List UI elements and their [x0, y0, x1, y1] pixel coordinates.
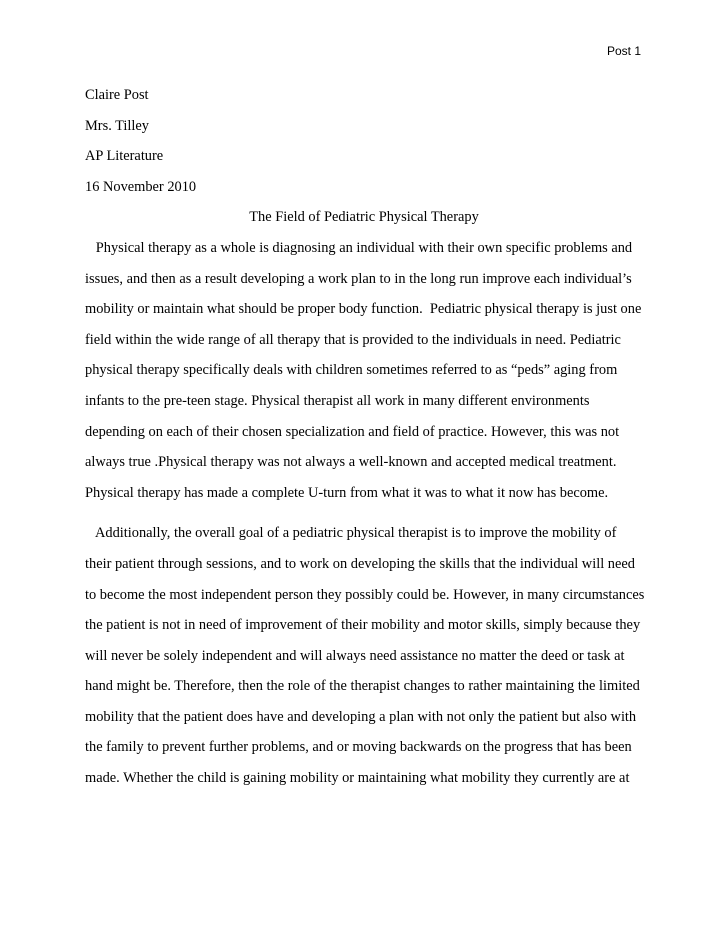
paragraph-line: always true .Physical therapy was not always a well-known and accepted medical treatment. [85, 454, 617, 471]
paragraph-line: Additionally, the overall goal of a pediatric physical therapist is to improve the mobility of [85, 525, 617, 542]
paragraph-line: mobility that the patient does have and developing a plan with not only the patient but also with [85, 708, 637, 725]
paragraph-2 [85, 518, 643, 793]
paragraph-line: will never be solely independent and will always need assistance no matter the deed or task at [85, 647, 625, 664]
essay-date: 16 November 2010 [85, 178, 197, 195]
paragraph-line: issues, and then as a result developing a work plan to in the long run improve each individual’s [85, 270, 632, 287]
teacher-name: Mrs. Tilley [85, 117, 149, 134]
paragraph-line: to become the most independent person they possibly could be. However, in many circumstances [85, 586, 645, 603]
paragraph-line: field within the wide range of all therapy that is provided to the individuals in need. Pediatric [85, 331, 621, 348]
author-name: Claire Post [85, 87, 149, 103]
paragraph-line: Physical therapy has made a complete U-turn from what it was to what it now has become. [85, 484, 609, 501]
paragraph-line: infants to the pre-teen stage. Physical therapist all work in many different environments [85, 392, 590, 409]
paragraph-line: their patient through sessions, and to work on developing the skills that the individual will need [85, 555, 635, 572]
paragraph-spacer [85, 508, 643, 518]
essay-title: The Field of Pediatric Physical Therapy [249, 209, 479, 226]
paragraph-1 [85, 233, 643, 508]
paragraph-line: mobility or maintain what should be proper body function. Pediatric physical therapy is just one [85, 301, 642, 318]
paragraph-line: made. Whether the child is gaining mobility or maintaining what mobility they currently are at [85, 770, 630, 787]
paragraph-line: the family to prevent further problems, and or moving backwards on the progress that has been [85, 739, 632, 756]
running-head: Post 1 [606, 44, 641, 58]
paragraph-line: Physical therapy as a whole is diagnosing an individual with their own specific problems and [85, 239, 633, 256]
paragraph-line: physical therapy specifically deals with children sometimes referred to as “peds” aging from [85, 362, 618, 379]
essay-body [85, 80, 643, 794]
paragraph-line: depending on each of their chosen specialization and field of practice. However, this was not [85, 423, 620, 440]
paragraph-line: the patient is not in need of improvement of their mobility and motor skills, simply because they [85, 617, 641, 634]
paragraph-line: hand might be. Therefore, then the role of the therapist changes to rather maintaining the limited [85, 678, 640, 695]
course-name: AP Literature [85, 148, 164, 165]
